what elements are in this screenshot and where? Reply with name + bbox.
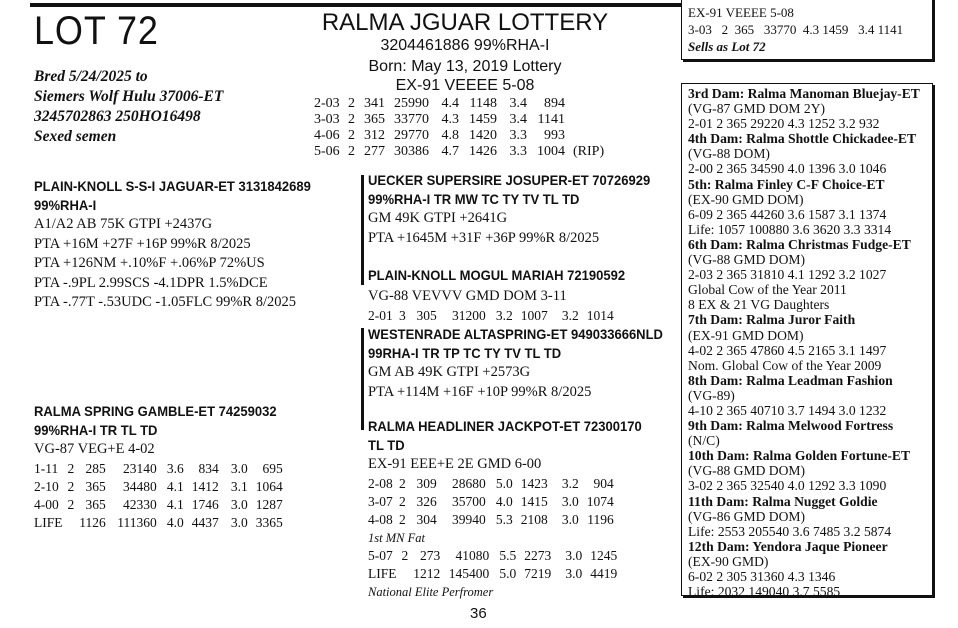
record-cell: 3.3 [509,144,527,159]
record-cell: 3-07 [368,493,393,509]
record-cell: 3.4 [509,112,527,127]
record-cell: 1746 [191,496,219,512]
record-cell: 23140 [123,460,157,476]
record-cell: 1426 [469,144,497,159]
maternal-granddam-records [368,475,619,529]
record-cell: 2 [399,493,406,509]
maternal-grandsire-info: PTA +114M +16F +10P 99%R 8/2025 [368,383,592,400]
record-cell: 1074 [586,493,614,509]
record-row [314,144,612,160]
record-row [34,514,288,532]
record-cell: 1-11 [34,460,59,476]
record-cell: 1245 [590,547,618,563]
bred-line: Siemers Wolf Hulu 37006-ET [34,88,224,105]
record-cell: 5.0 [499,565,517,581]
record-cell: 305 [416,307,437,323]
page-number: 36 [470,605,487,622]
record-cell: 5-07 [368,547,393,563]
dam-records-table [34,460,288,532]
cow-summary-box [681,0,933,60]
maternal-granddam-name: RALMA HEADLINER JACKPOT-ET 72300170 [368,418,642,434]
sire-info-line: PTA +126NM +.10%F +.06%P 72%US [34,255,265,271]
record-cell: 31200 [452,307,486,323]
record-cell: 2-08 [368,475,393,491]
record-cell: 309 [416,475,437,491]
dam-detail: 4-10 2 365 40710 3.7 1494 3.0 1232 [688,402,887,418]
cow-classification: EX-91 VEEEE 5-08 [395,77,535,94]
dam-heading: 9th Dam: Ralma Melwood Fortress [688,418,894,434]
maternal-granddam-name-line2: TL TD [368,437,405,453]
cow-name: RALMA JGUAR LOTTERY [321,9,609,36]
record-cell: 145400 [448,565,490,581]
dam-detail: Global Cow of the Year 2011 [688,282,847,298]
maternal-grandsire-name: WESTENRADE ALTASPRING-ET 949033666NLD [368,326,663,342]
record-cell: 39940 [452,511,486,527]
dam-detail: (EX-91 GMD DOM) [688,327,804,343]
cow-records-table [314,96,612,160]
maternal-granddam-note: 1st MN Fat [368,530,425,545]
dam-detail: Life: 1057 100880 3.6 3620 3.3 3314 [688,221,892,237]
record-cell: 2 [401,547,409,563]
bred-line: Sexed semen [34,128,117,145]
record-cell [573,128,612,144]
dam-detail: 6-09 2 365 44260 3.6 1587 3.1 1374 [688,206,887,222]
summary-record: 3-03 2 365 33770 4.3 1459 3.4 1141 [688,22,904,37]
record-cell: 4419 [590,565,618,581]
record-cell: 3.6 [166,460,184,476]
record-cell: 28680 [452,475,486,491]
record-cell: 3.0 [561,511,579,527]
record-cell: 3.4 [509,96,527,111]
record-cell: 3.1 [230,478,248,494]
paternal-grandsire-block [368,171,671,248]
record-cell: 42330 [123,496,157,512]
dam-detail: (EX-90 GMD) [688,553,769,569]
record-cell: 3.0 [561,493,579,509]
record-cell: 3365 [255,514,283,530]
record-cell: 2 [399,511,406,527]
record-cell: LIFE [34,514,63,530]
record-cell: 4437 [191,514,219,530]
dam-name: RALMA SPRING GAMBLE-ET 74259032 [34,403,277,419]
record-cell: 4.0 [166,514,184,530]
record-cell: 1423 [520,475,548,491]
record-cell: 3.2 [495,307,513,323]
sire-info-line: PTA -.9PL 2.99SCS -4.1DPR 1.5%DCE [34,274,268,291]
dam-detail: (N/C) [688,433,720,449]
dam-detail: (VG-88 GMD DOM) [688,252,806,268]
record-cell: 34480 [123,478,157,494]
dam-heading: 4th Dam: Ralma Shottle Chickadee-ET [688,131,917,147]
dam-detail: (EX-90 GMD DOM) [688,191,804,207]
record-cell: 30386 [394,144,429,159]
record-cell: 1014 [586,307,614,323]
sire-name: PLAIN-KNOLL S-S-I JAGUAR-ET 3131842689 [34,178,311,194]
record-cell: (RIP) [573,144,605,159]
bred-line: 3245702863 250HO16498 [34,108,201,125]
record-cell: 1459 [469,112,497,127]
dam-detail: 8 EX & 21 VG Daughters [688,297,830,313]
record-cell: 35700 [452,493,486,509]
maternal-grandsire-info: GM AB 49K GTPI +2573G [368,364,531,380]
sells-as-lot: Sells as Lot 72 [688,39,766,54]
dam-detail: Life: 2032 149040 3.7 5585 [688,584,841,600]
record-row [368,547,622,565]
pedigree-bracket-maternal [361,328,364,430]
record-row [34,478,288,496]
record-cell: 1412 [191,478,219,494]
record-cell: 25990 [394,96,429,111]
record-cell: 993 [544,128,565,143]
record-cell: 4-08 [368,511,393,527]
dam-detail: (VG-87 GMD DOM 2Y) [688,101,826,117]
record-cell: 1420 [469,128,497,143]
cow-id: 3204461886 99%RHA-I [380,37,550,54]
dam-detail: (VG-89) [688,387,735,403]
record-cell: 2 [67,478,75,494]
record-cell: 2 [348,96,355,111]
dam-detail: 4-02 2 365 47860 4.5 2165 3.1 1497 [688,342,887,358]
record-cell: 3-03 [314,112,340,127]
record-cell: 1007 [520,307,548,323]
record-cell: 4.4 [441,96,459,111]
paternal-grandsire-name: UECKER SUPERSIRE JOSUPER-ET 70726929 [368,172,651,188]
record-cell: 1148 [469,96,497,111]
record-cell: 3 [399,307,406,323]
record-cell: 1126 [79,514,106,530]
record-cell: 2-10 [34,478,59,494]
record-cell: 5.0 [495,475,513,491]
dam-heading: 7th Dam: Ralma Juror Faith [688,312,856,328]
paternal-grandsire-info: PTA +1645M +31F +36P 99%R 8/2025 [368,229,600,246]
record-cell: 3.0 [230,460,248,476]
record-cell: 3.3 [509,128,527,143]
record-cell: 3.0 [565,565,583,581]
dam-detail: (VG-88 GMD DOM) [688,463,806,479]
record-cell: 1212 [413,565,441,581]
record-cell: 834 [198,460,219,476]
record-cell: 285 [85,460,106,476]
record-cell: 29770 [394,128,429,143]
dam-heading: 8th Dam: Ralma Leadman Fashion [688,372,893,388]
paternal-granddam-classification: VG-88 VEVVV GMD DOM 3-11 [368,288,567,304]
cow-born: Born: May 13, 2019 Lottery [368,58,562,75]
record-cell: 894 [544,96,565,111]
record-row [314,96,612,112]
dam-detail: Life: 2553 205540 3.6 7485 3.2 5874 [688,523,892,539]
record-cell: 2 [348,112,355,127]
dam-detail: 3-02 2 365 32540 4.0 1292 3.3 1090 [688,478,887,494]
record-cell: 3.0 [230,496,248,512]
record-cell [573,112,612,128]
record-cell: 277 [364,144,385,159]
record-cell: 365 [85,496,106,512]
dam-detail: Nom. Global Cow of the Year 2009 [688,357,882,373]
dam-heading: 12th Dam: Yendora Jaque Pioneer [688,538,888,554]
record-cell: 3.0 [230,514,248,530]
record-cell: 4-06 [314,128,340,143]
record-cell: 1064 [255,478,283,494]
dam-classification: VG-87 VEG+E 4-02 [34,441,155,457]
record-cell [402,565,414,583]
record-cell: 3.2 [561,307,579,323]
maternal-grandsire-block [368,325,685,402]
paternal-granddam-record [368,307,619,325]
record-cell: 4.1 [166,496,184,512]
record-cell: 33770 [394,112,429,127]
record-cell: 2 [348,144,355,159]
dam-detail: (VG-88 DOM) [688,146,770,162]
record-cell: 1004 [537,144,565,159]
record-cell: 2-03 [314,96,340,111]
maternal-granddam-note: National Elite Perfromer [368,584,494,599]
lot-number: LOT 72 [34,9,159,53]
record-cell [573,96,612,112]
record-row [34,496,288,514]
record-cell: 904 [593,475,614,491]
record-cell: 4.3 [441,112,459,127]
record-cell: 2-01 [368,307,393,323]
record-cell: 2273 [524,547,552,563]
dam-heading: 3rd Dam: Ralma Manoman Bluejay-ET [688,86,920,101]
record-cell: 5.5 [499,547,517,563]
breeding-info [34,67,223,147]
record-row [314,112,612,128]
dam-heading: 11th Dam: Ralma Nugget Goldie [688,493,878,509]
record-cell: 4.0 [495,493,513,509]
maternal-granddam-records-2 [368,547,622,583]
record-cell: 5-06 [314,144,340,159]
dam-heading: 6th Dam: Ralma Christmas Fudge-ET [688,236,911,252]
record-cell: 111360 [117,514,157,530]
record-cell: 7219 [524,565,552,581]
dam-heading: 10th Dam: Ralma Golden Fortune-ET [688,448,911,464]
record-cell: 41080 [455,547,490,563]
sire-info-line: PTA -.77T -.53UDC -1.05FLC 99%R 8/2025 [34,294,296,310]
dam-heading: 5th: Ralma Finley C-F Choice-ET [688,176,885,192]
sire-info-line: A1/A2 AB 75K GTPI +2437G [34,216,213,232]
dam-detail: 6-02 2 305 31360 4.3 1346 [688,569,836,584]
paternal-granddam-block [368,266,644,325]
dams-box [681,83,933,600]
record-cell: 3.0 [565,547,583,563]
dam-detail: 2-00 2 365 34590 4.0 1396 3.0 1046 [688,161,887,177]
summary-classification: EX-91 VEEEE 5-08 [688,5,794,20]
record-cell: 312 [364,128,385,143]
record-cell: 273 [420,547,441,563]
record-cell: 2 [67,496,75,512]
record-cell: 695 [262,460,283,476]
dam-detail: 2-03 2 365 31810 4.1 1292 3.2 1027 [688,267,887,283]
record-cell: 2 [399,475,406,491]
record-cell: 1196 [587,511,614,527]
dam-detail: (VG-86 GMD DOM) [688,508,806,524]
dam-block [34,402,295,532]
record-cell: 5.3 [495,511,513,527]
bred-line: Bred 5/24/2025 to [34,68,148,85]
dam-name-line2: 99%RHA-I TR TL TD [34,422,158,438]
record-cell: 2108 [520,511,548,527]
sire-block [34,177,332,313]
sire-info-line: PTA +16M +27F +16P 99%R 8/2025 [34,235,251,252]
record-row [368,493,619,511]
maternal-granddam-classification: EX-91 EEE+E 2E GMD 6-00 [368,456,542,472]
paternal-granddam-name: PLAIN-KNOLL MOGUL MARIAH 72190592 [368,267,626,283]
record-cell: 4.1 [166,478,184,494]
record-cell: 1415 [520,493,548,509]
record-cell: 4.8 [441,128,459,143]
maternal-grandsire-name-line2: 99RHA-I TR TP TC TY TV TL TD [368,345,562,361]
record-cell: 2 [348,128,355,143]
record-row [368,307,619,325]
record-row [34,460,288,478]
record-cell: 3.2 [561,475,579,491]
paternal-grandsire-name-line2: 99%RHA-I TR MW TC TY TV TL TD [368,191,580,207]
record-cell: 326 [416,493,437,509]
record-cell: 365 [85,478,106,494]
pedigree-bracket-paternal [361,175,364,285]
record-cell: 4-00 [34,496,59,512]
record-row [314,128,612,144]
record-row [368,565,622,583]
record-cell: 2 [67,460,75,476]
paternal-grandsire-info: GM 49K GTPI +2641G [368,210,508,226]
record-cell: 1287 [255,496,283,512]
sire-name-line2: 99%RHA-I [34,197,97,213]
record-cell: LIFE [368,565,397,581]
record-cell: 365 [364,112,385,127]
record-cell: 1141 [537,112,565,127]
record-cell: 304 [416,511,437,527]
record-row [368,511,619,529]
dam-detail: 2-01 2 365 29220 4.3 1252 3.2 932 [688,116,880,132]
record-cell: 4.7 [441,144,459,159]
record-row [368,475,619,493]
record-cell [68,514,80,532]
maternal-granddam-block [368,417,662,601]
record-cell: 341 [364,96,385,111]
